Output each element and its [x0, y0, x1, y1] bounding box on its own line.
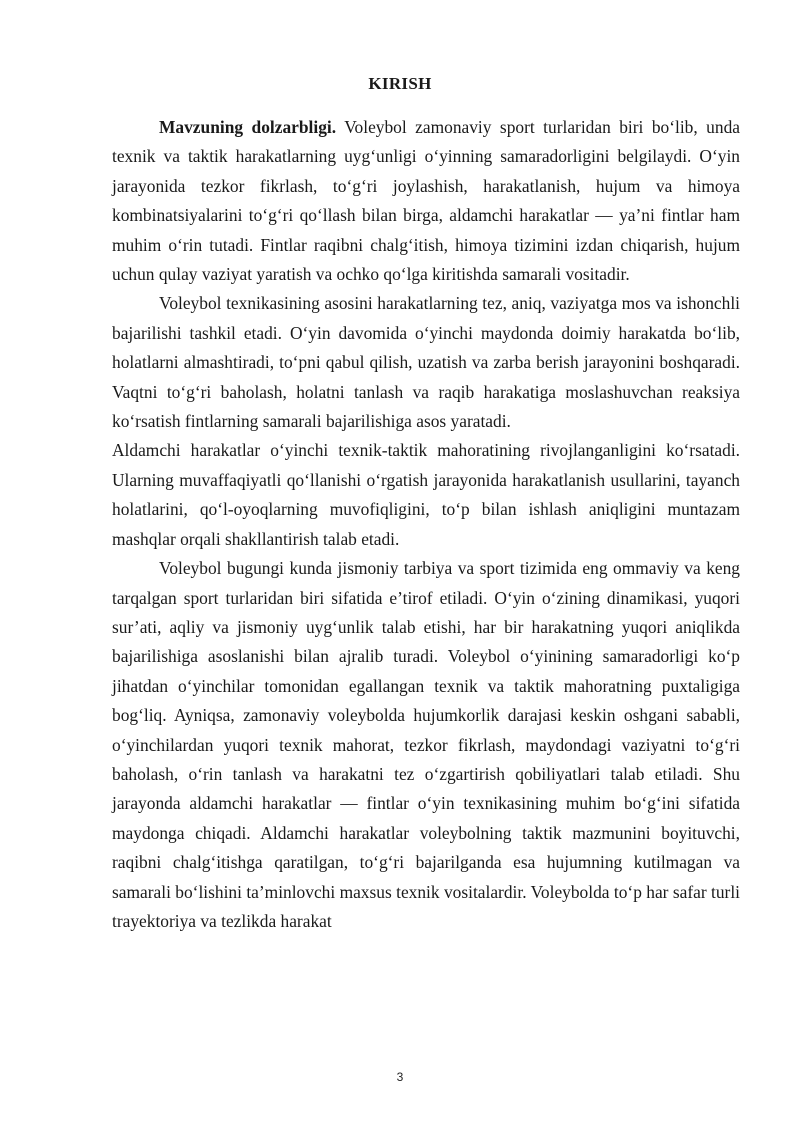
body-text: [112, 113, 740, 936]
paragraph-volleyball-today: [112, 554, 740, 936]
paragraph-text: Voleybol zamonaviy sport turlaridan biri bo‘lib, unda texnik va taktik harakatlarning uyg‘unligi o‘yinning samaradorligini belgilaydi. O‘yin jarayonida tezkor fikrlash, to‘g‘ri joylashish, harakatlanish, hujum va himoya kombinatsiyalarini to‘g‘ri qo‘llash bilan birga, aldamchi harakatlar — ya’ni fintlar ham muhim o‘rin tutadi. Fintlar raqibni chalg‘itish, himoya tizimini izdan chiqarish, hujum uchun qulay vaziyat yaratish va ochko qo‘lga kiritishda samarali vositadir.: [112, 117, 740, 285]
page-number: 3: [396, 1070, 404, 1084]
paragraph-text: Voleybol texnikasining asosini harakatlarning tez, aniq, vaziyatga mos va ishonchli bajarilishi tashkil etadi. O‘yin davomida o‘yinchi maydonda doimiy harakatda bo‘lib, holatlarni almashtiradi, to‘pni qabul qilish, uzatish va zarba berish jarayonini boshqaradi. Vaqtni to‘g‘ri baholash, holatni tanlash va raqib harakatiga moslashuvchan reaksiya ko‘rsatish fintlarning samarali bajarilishiga asos yaratadi.: [112, 293, 740, 432]
paragraph-relevance: [112, 113, 740, 289]
paragraph-technique: [112, 289, 740, 436]
page-title: KIRISH: [368, 74, 432, 93]
paragraph-text: Aldamchi harakatlar o‘yinchi texnik-taktik mahoratining rivojlanganligini ko‘rsatadi. Ularning muvaffaqiyatli qo‘llanishi o‘rgatish jarayonida harakatlanish usullarini, tayanch holatlarini, qo‘l-oyoqlarning muvofiqligini, to‘p bilan ishlash aniqligini muntazam mashqlar orqali shakllantirish talab etadi.: [112, 440, 740, 549]
paragraph-lead: Mavzuning dolzarbligi.: [159, 117, 337, 137]
paragraph-text: Voleybol bugungi kunda jismoniy tarbiya va sport tizimida eng ommaviy va keng tarqalgan sport turlaridan biri sifatida e’tirof etiladi. O‘yin o‘zining dinamikasi, yuqori sur’ati, aqliy va jismoniy uyg‘unlik talab etishi, har bir harakatning yuqori aniqlikda bajarilishiga asoslanishi bilan ajralib turadi. Voleybol o‘yinining samaradorligi ko‘p jihatdan o‘yinchilar tomonidan egallangan texnik va taktik mahoratning puxtaligiga bog‘liq. Ayniqsa, zamonaviy voleybolda hujumkorlik darajasi keskin oshgani sababli, o‘yinchilardan yuqori texnik mahorat, tezkor fikrlash, maydondagi vaziyatni to‘g‘ri baholash, o‘rin tanlash va harakatni tez o‘zgartirish qobiliyatlari talab etiladi. Shu jarayonda aldamchi harakatlar — fintlar o‘yin texnikasining muhim bo‘g‘ini sifatida maydonga chiqadi. Aldamchi harakatlar voleybolning taktik mazmunini boyituvchi, raqibni chalg‘itishga qaratilgan, to‘g‘ri bajarilganda esa hujumning kutilmagan va samarali bo‘lishini ta’minlovchi maxsus texnik vositalardir. Voleybolda to‘p har safar turli trayektoriya va tezlikda harakat: [112, 558, 740, 931]
paragraph-feints: [112, 436, 740, 554]
